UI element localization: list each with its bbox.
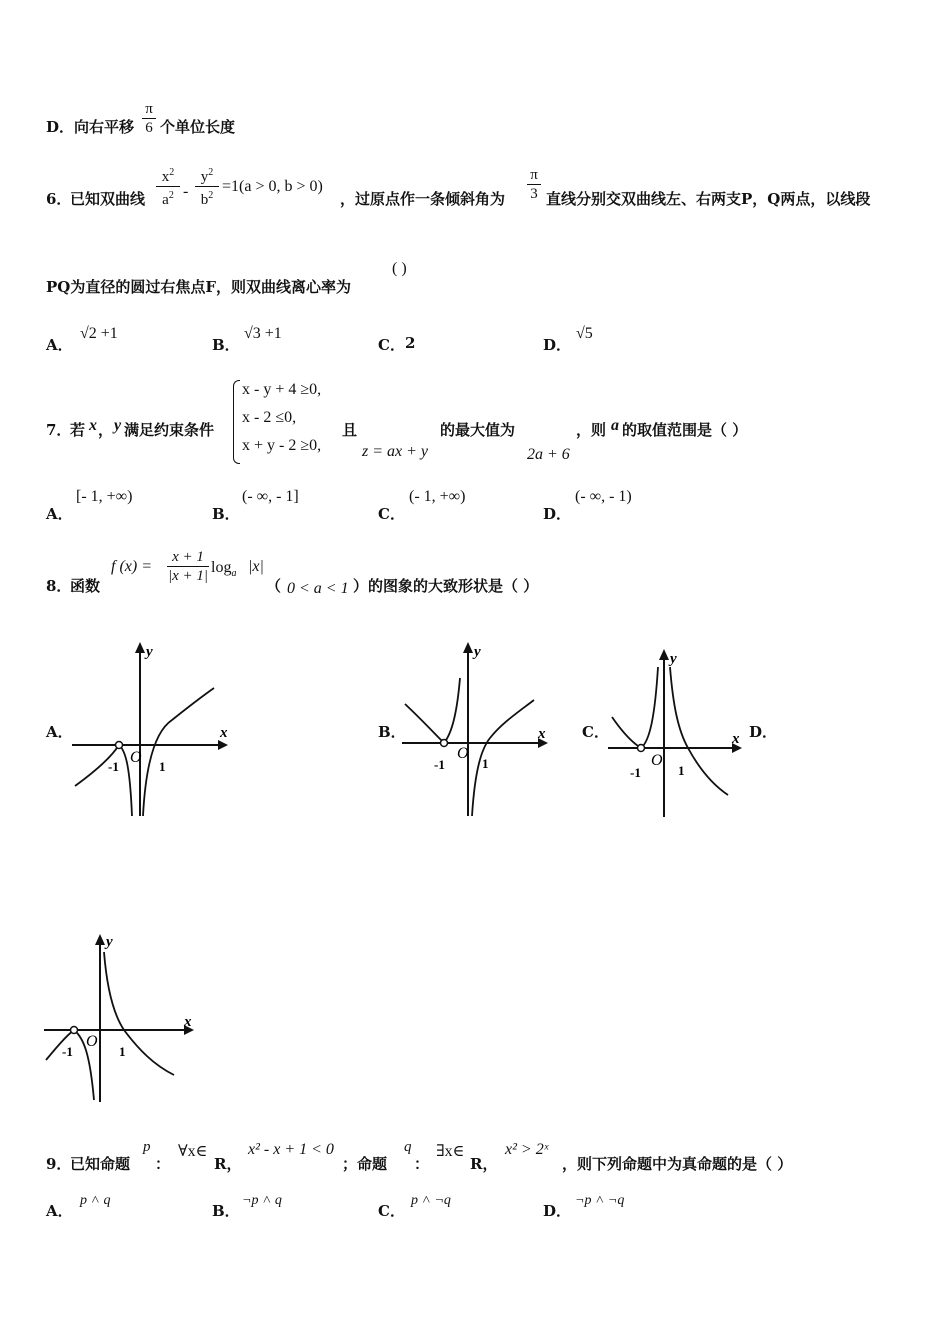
q8-option-d-label: D．	[749, 723, 778, 741]
q7-var-a: a	[611, 417, 619, 434]
q9-tail: ，则下列命题中为真命题的是（ ）	[562, 1155, 793, 1173]
q6-y-exp: 2	[208, 167, 214, 178]
q8-graph-d	[44, 930, 200, 1106]
graph-a-curve-right	[143, 688, 214, 816]
q6-angle-den: 3	[530, 186, 538, 202]
q6-option-a-label: A．	[46, 336, 73, 354]
q6-answer-paren: ( )	[392, 260, 407, 277]
q6-lead: 已知双曲线	[70, 190, 146, 208]
q6-hyperbola-x-term	[156, 164, 180, 209]
q5-option-d-tail: 个单位长度	[160, 118, 236, 136]
graph-c-y-arrow	[659, 649, 669, 660]
q8-log-text: log	[211, 559, 232, 576]
q7-comma: ，	[98, 421, 114, 439]
graph-c-x-label: x	[732, 731, 740, 747]
q9-r1: R，	[214, 1155, 242, 1173]
q9-number: 9．	[46, 1155, 72, 1173]
q8-log	[211, 559, 236, 579]
q7-max-text: 的最大值为	[440, 421, 516, 439]
q6-angle	[527, 166, 541, 203]
graph-d-origin: O	[86, 1033, 98, 1050]
graph-b-one: 1	[482, 756, 489, 771]
q7-objective: z = ax + y	[362, 443, 429, 460]
graph-b-curve-mid	[444, 678, 460, 743]
q9-option-b-value: ¬p ˄ q	[242, 1193, 282, 1208]
q8-tail: ）的图象的大致形状是（ ）	[353, 577, 539, 595]
q5-option-d-text: 向右平移	[74, 118, 135, 136]
graph-d-y-arrow	[95, 934, 105, 945]
q7-option-c-value: (- 1, +∞)	[409, 488, 466, 505]
graph-a-x-arrow	[218, 740, 228, 750]
q6-x-exp: 2	[169, 167, 175, 178]
q9-forall: ∀x∈	[178, 1143, 208, 1160]
q9-option-c-value: p ˄ ¬q	[411, 1193, 451, 1208]
q8-fx: f (x) =	[111, 558, 152, 575]
q7-constraint-2: x - 2 ≤0,	[242, 409, 297, 426]
q6-a-exp: 2	[168, 190, 174, 201]
q6-option-b-label: B．	[212, 336, 240, 354]
q5-frac-num: π	[142, 100, 156, 119]
q8-graph-c	[608, 645, 748, 820]
q6-option-b-value: √3 +1	[244, 325, 282, 342]
graph-d-one: 1	[119, 1044, 126, 1059]
q8-graph-b	[402, 638, 554, 818]
q7-constraint-1: x - y + 4 ≥0,	[242, 381, 322, 398]
q6-eq-rhs: =1(a > 0, b > 0)	[222, 178, 323, 195]
q7-lead-2: 满足约束条件	[124, 421, 215, 439]
q8-option-b-label: B．	[378, 723, 406, 741]
q5-fraction	[142, 100, 156, 137]
graph-c-curve-mid	[641, 667, 658, 748]
graph-d-y-label: y	[106, 934, 113, 950]
q7-var-y: y	[114, 417, 122, 434]
q9-ineq-p: x² - x + 1 < 0	[248, 1141, 334, 1158]
graph-d-hole	[71, 1027, 78, 1034]
q7-option-d-label: D．	[543, 505, 572, 523]
graph-a-y-label: y	[146, 644, 153, 660]
q8-condition: 0 < a < 1	[287, 580, 349, 597]
q6-a: a	[162, 192, 169, 208]
q7-constraint-brace	[233, 380, 240, 464]
graph-a-one: 1	[159, 759, 166, 774]
q9-ineq-q: x² > 2ˣ	[505, 1141, 549, 1158]
q8-den: |x + 1|	[167, 568, 209, 584]
q7-option-a-label: A．	[46, 505, 73, 523]
q9-option-a-value: p ˄ q	[80, 1193, 111, 1208]
q6-option-a-value: √2 +1	[80, 325, 118, 342]
q6-option-d-label: D．	[543, 336, 572, 354]
q6-angle-num: π	[527, 166, 541, 185]
q9-colon: ：	[155, 1155, 171, 1173]
graph-b-hole	[441, 740, 448, 747]
q6-option-c-value: 2	[405, 334, 416, 352]
q9-r2: R，	[470, 1155, 498, 1173]
graph-b-y-arrow	[463, 642, 473, 653]
graph-b-origin: O	[457, 745, 469, 762]
graph-a-neg1: -1	[108, 759, 119, 774]
q9-p: p	[143, 1139, 151, 1155]
q8-option-c-label: C．	[582, 723, 609, 741]
q6-line2: PQ为直径的圆过右焦点F，则双曲线离心率为	[46, 278, 351, 296]
q5-option-d-label: D．	[46, 118, 75, 136]
q9-exists: ∃x∈	[436, 1143, 465, 1160]
graph-a-hole	[116, 742, 123, 749]
graph-b-neg1: -1	[434, 757, 445, 772]
q7-constraint-3: x + y - 2 ≥0,	[242, 437, 322, 454]
q8-num: x + 1	[167, 548, 209, 567]
graph-a-x-label: x	[220, 725, 228, 741]
q6-minus: -	[183, 183, 189, 200]
q7-option-c-label: C．	[378, 505, 405, 523]
graph-c-curve-left	[612, 717, 641, 748]
q6-x: x	[161, 169, 170, 185]
graph-b-y-label: y	[474, 644, 481, 660]
q7-option-b-value: (- ∞, - 1]	[242, 488, 299, 505]
q6-hyperbola-y-term	[195, 164, 219, 209]
q6-b: b	[200, 192, 209, 208]
q9-q: q	[404, 1139, 412, 1155]
q6-number: 6．	[46, 190, 72, 208]
q6-option-d-value: √5	[576, 325, 593, 342]
q9-semi: ；命题	[342, 1155, 388, 1173]
graph-c-neg1: -1	[630, 765, 641, 780]
graph-b-x-label: x	[538, 726, 546, 742]
q8-open-paren: （	[266, 577, 282, 595]
q7-tail-2: 的取值范围是（ ）	[622, 421, 748, 439]
graph-c-origin: O	[651, 752, 663, 769]
graph-c-y-label: y	[670, 651, 677, 667]
q8-abs-x: |x|	[248, 558, 264, 575]
q8-graph-a	[72, 638, 232, 818]
q6-tail: 直线分别交双曲线左、右两支P，Q两点，以线段	[546, 190, 871, 208]
q6-mid: ，过原点作一条倾斜角为	[340, 190, 506, 208]
q8-lead: 函数	[70, 577, 101, 595]
q6-y: y	[200, 169, 209, 185]
q7-max-value: 2a + 6	[527, 446, 570, 463]
graph-d-neg1: -1	[62, 1044, 73, 1059]
graph-a-y-arrow	[135, 642, 145, 653]
q7-option-d-value: (- ∞, - 1)	[575, 488, 632, 505]
graph-c-hole	[638, 745, 645, 752]
q7-tail-1: ，则	[576, 421, 607, 439]
graph-a-origin: O	[130, 749, 142, 766]
q9-option-d-value: ¬p ˄ ¬q	[575, 1193, 625, 1208]
q5-frac-den: 6	[145, 120, 153, 136]
graph-d-curve-right	[104, 952, 174, 1075]
q7-lead-1: 若	[70, 421, 86, 439]
graph-d-x-label: x	[184, 1014, 192, 1030]
q8-fraction	[167, 548, 209, 585]
q6-option-c-label: C．	[378, 336, 405, 354]
graph-c-one: 1	[678, 763, 685, 778]
q9-option-d-label: D．	[543, 1202, 572, 1220]
q6-b-exp: 2	[208, 190, 214, 201]
q8-log-base: a	[231, 568, 237, 580]
q7-and: 且	[342, 421, 358, 439]
q7-option-b-label: B．	[212, 505, 240, 523]
q7-var-x: x	[89, 417, 97, 434]
q8-option-a-label: A．	[46, 723, 73, 741]
q9-option-a-label: A．	[46, 1202, 73, 1220]
q9-option-b-label: B．	[212, 1202, 240, 1220]
q7-number: 7．	[46, 421, 72, 439]
q8-number: 8．	[46, 577, 72, 595]
q9-option-c-label: C．	[378, 1202, 405, 1220]
q9-lead: 已知命题	[70, 1155, 131, 1173]
q7-option-a-value: [- 1, +∞)	[76, 488, 133, 505]
q9-colon2: ：	[414, 1155, 430, 1173]
graph-b-curve-left	[405, 704, 444, 743]
